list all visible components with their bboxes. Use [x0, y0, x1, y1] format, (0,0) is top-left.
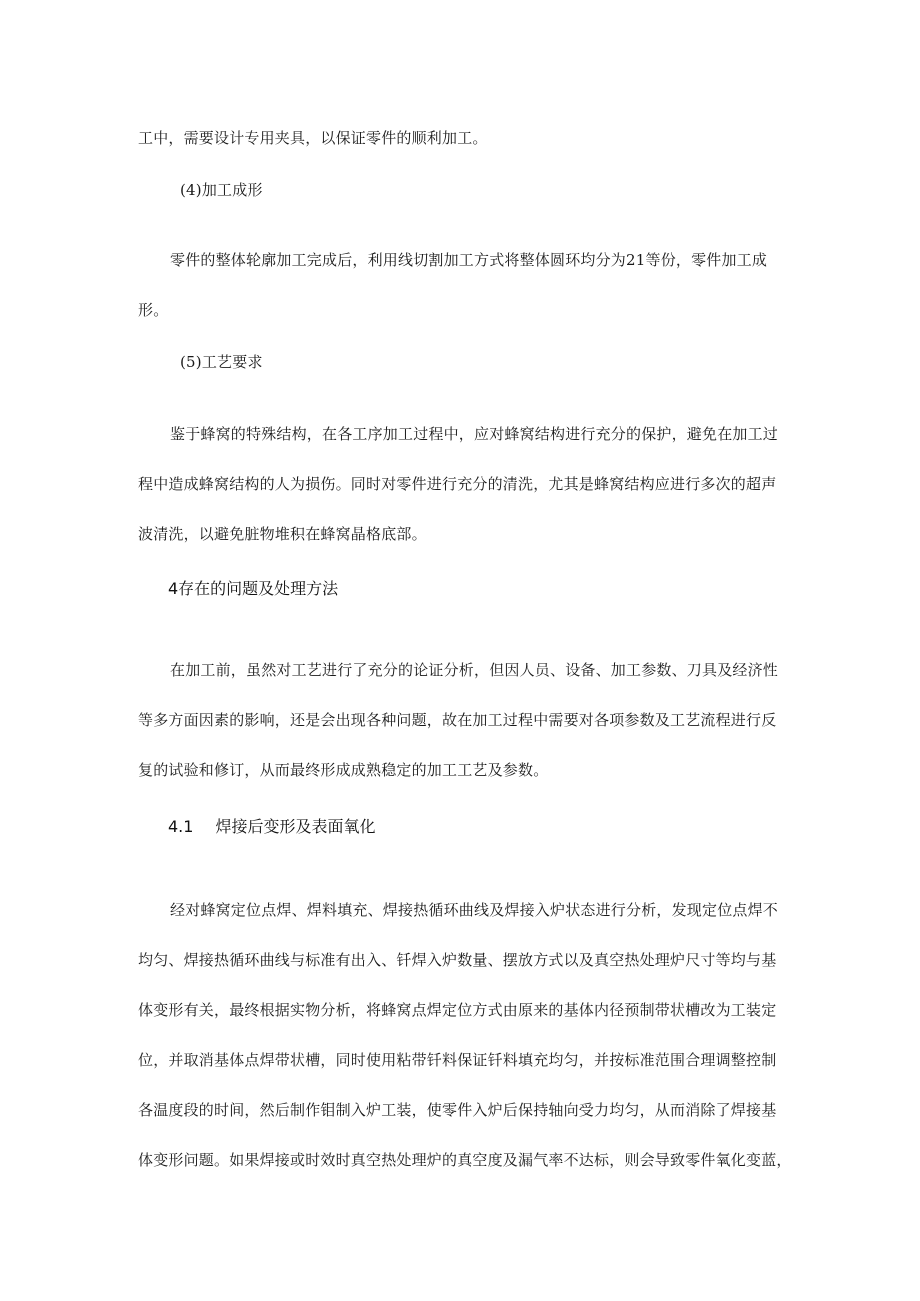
item-5-line-2: 程中造成蜂窝结构的人为损伤。同时对零件进行充分的清洗，尤其是蜂窝结构应进行多次的超声 [138, 475, 777, 493]
section-4-line-1: 在加工前，虽然对工艺进行了充分的论证分析，但因人员、设备、加工参数、刀具及经济性 [170, 661, 779, 679]
section-4-line-3: 复的试验和修订，从而最终形成成熟稳定的加工工艺及参数。 [138, 761, 549, 779]
item-4-line-2: 形。 [138, 301, 169, 319]
item-4-title: (4)加工成形 [180, 181, 263, 199]
section-4-1-number: 4.1 [168, 817, 194, 836]
section-4-heading: 4存在的问题及处理方法 [168, 579, 339, 598]
section-4-1-line-5: 各温度段的时间，然后制作钼制入炉工装，使零件入炉后保持轴向受力均匀，从而消除了焊接基 [138, 1101, 777, 1119]
paragraph-continuation: 工中，需要设计专用夹具，以保证零件的顺利加工。 [138, 129, 488, 147]
item-4-line-1: 零件的整体轮廓加工完成后，利用线切割加工方式将整体圆环均分为21等份，零件加工成 [170, 251, 768, 269]
item-5-title: (5)工艺要求 [180, 353, 263, 371]
section-4-1-line-6: 体变形问题。如果焊接或时效时真空热处理炉的真空度及漏气率不达标，则会导致零件氧化变蓝， [138, 1151, 792, 1169]
section-4-1-line-4: 位，并取消基体点焊带状槽，同时使用粘带钎料保证钎料填充均匀，并按标准范围合理调整控制 [138, 1051, 777, 1069]
item-5-line-3: 波清洗，以避免脏物堆积在蜂窝晶格底部。 [138, 525, 427, 543]
section-4-1-line-1: 经对蜂窝定位点焊、焊料填充、焊接热循环曲线及焊接入炉状态进行分析，发现定位点焊不 [170, 901, 779, 919]
section-4-1-title: 焊接后变形及表面氧化 [215, 817, 376, 836]
item-5-line-1: 鉴于蜂窝的特殊结构，在各工序加工过程中，应对蜂窝结构进行充分的保护，避免在加工过 [170, 425, 779, 443]
section-4-line-2: 等多方面因素的影响，还是会出现各种问题，故在加工过程中需要对各项参数及工艺流程进行反 [138, 711, 777, 729]
section-4-1-line-2: 均匀、焊接热循环曲线与标准有出入、钎焊入炉数量、摆放方式以及真空热处理炉尺寸等均与基 [138, 951, 777, 969]
section-4-1-line-3: 体变形有关，最终根据实物分析，将蜂窝点焊定位方式由原来的基体内径预制带状槽改为工装定 [138, 1001, 777, 1019]
section-4-1-heading [168, 816, 375, 838]
